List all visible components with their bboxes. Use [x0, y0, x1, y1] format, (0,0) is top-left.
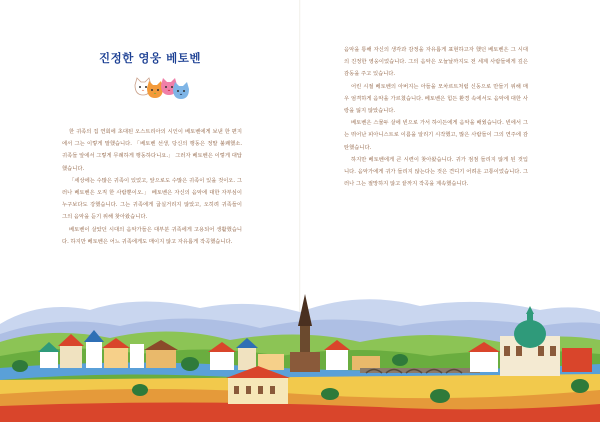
- paragraph: 한 귀족의 집 연회에 초대된 오스트리아의 시인이 베토벤에게 보낸 한 편지에서 그는 이렇게 말했습니다. 「베토벤 선생, 당신의 행동은 정말 불쾌했소. 귀족들 앞에서 그렇게 무례하게 행동하다니요.」 그러자 베토벤은 이렇게 대답했습니다.: [62, 129, 242, 172]
- right-body-text: [344, 44, 528, 190]
- paragraph: 베토벤이 살았던 시대의 음악가들은 대부분 귀족에게 고용되어 생활했습니다. 하지만 베토벤은 어느 귀족에게도 매이지 않고 자유롭게 작곡했습니다.: [62, 226, 242, 245]
- paragraph: 어린 시절 베토벤의 아버지는 아들을 모차르트처럼 신동으로 만들기 위해 매우 엄격하게 음악을 가르쳤습니다. 베토벤은 힘든 환경 속에서도 음악에 대한 사랑을 잃지 않았습니다.: [344, 83, 528, 115]
- paragraph: 음악을 통해 자신의 생각과 감정을 자유롭게 표현하고자 했던 베토벤은 그 시대의 진정한 영웅이었습니다. 그의 음악은 오늘날까지도 전 세계 사람들에게 깊은 감동을 주고 있습니다.: [344, 47, 528, 78]
- right-page: [300, 0, 600, 300]
- left-page: [0, 0, 300, 300]
- paragraph: 하지만 베토벤에게 큰 시련이 찾아왔습니다. 귀가 점점 들리지 않게 된 것입니다. 음악가에게 귀가 들리지 않는다는 것은 견디기 어려운 고통이었습니다. 그러나 그는 절망하지 않고 끝까지 작곡을 계속했습니다.: [344, 156, 528, 188]
- city-landscape-illustration: [0, 286, 600, 422]
- paragraph: 베토벤은 스물두 살에 빈으로 가서 하이든에게 음악을 배웠습니다. 빈에서 그는 뛰어난 피아니스트로 이름을 알리기 시작했고, 많은 사람들이 그의 연주에 감탄했습니다.: [344, 120, 528, 151]
- blue-cat-icon: [173, 82, 189, 99]
- bridge: [360, 368, 480, 373]
- orange-cat-icon: [147, 81, 163, 98]
- paragraph: 「세상에는 수많은 귀족이 있었고, 앞으로도 수많은 귀족이 있을 것이오. 그러나 베토벤은 오직 한 사람뿐이오.」 베토벤은 자신의 음악에 대한 자부심이 누구보다도 강했습니다. 그는 귀족에게 굽실거리지 않았고, 오히려 귀족들이 그의 음악을 듣기 위해 찾아왔습니다.: [62, 177, 242, 221]
- left-body-text: [62, 126, 242, 248]
- cat-faces-illustration: [132, 73, 192, 103]
- chapter-title: 진정한 영웅 베토벤: [99, 51, 201, 65]
